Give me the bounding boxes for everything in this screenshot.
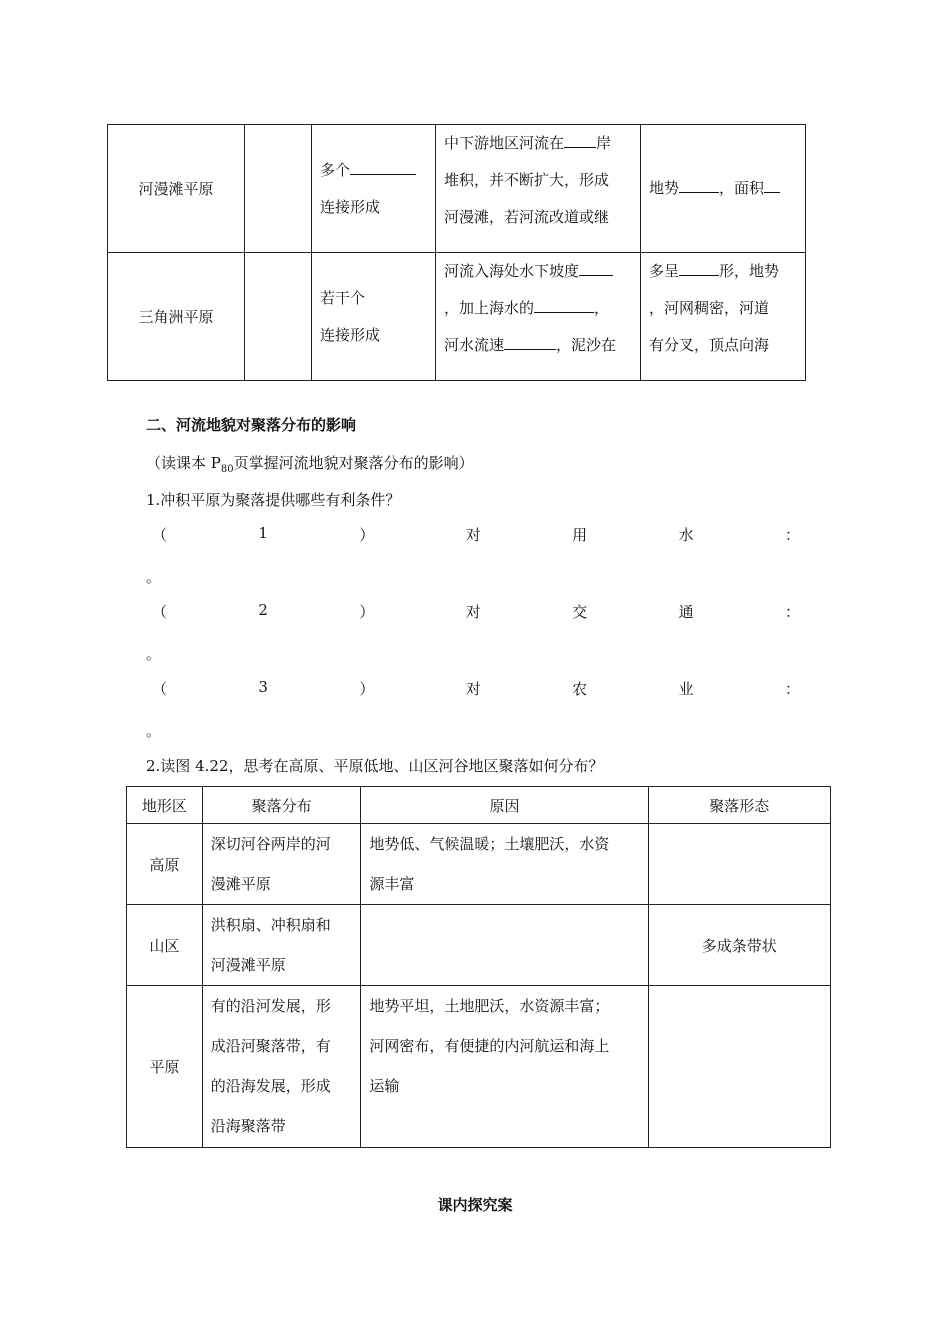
- table-row: [108, 253, 806, 381]
- fill-blank[interactable]: [504, 334, 556, 350]
- table-cell-empty: [245, 125, 312, 253]
- region-cell: 平原: [127, 986, 203, 1148]
- table-row: [127, 824, 831, 905]
- fill-blank[interactable]: [679, 177, 719, 193]
- table-header-row: [127, 787, 831, 824]
- column-header: 原因: [361, 787, 648, 824]
- reason-cell: 地势低、气候温暖；土壤肥沃，水资 源丰富: [361, 824, 648, 905]
- fill-blank[interactable]: [764, 177, 780, 193]
- answer-end-mark: 。: [146, 722, 162, 740]
- column-header: 聚落形态: [648, 787, 830, 824]
- table-cell-process: 河流入海处水下坡度 ，加上海水的 ， 河水流速 ，泥沙在: [436, 253, 641, 381]
- table-cell-formation: 多个 连接形成: [312, 125, 436, 253]
- landform-table: [107, 124, 806, 381]
- reason-cell: [361, 905, 648, 986]
- answer-end-mark: 。: [146, 645, 162, 663]
- table-cell-name: 河漫滩平原: [108, 125, 245, 253]
- table-row: [127, 905, 831, 986]
- distribution-cell: 洪积扇、冲积扇和 河漫滩平原: [202, 905, 361, 986]
- reading-note: （读课本 $P_{80}$页掌握河流地貌对聚落分布的影响）: [146, 454, 474, 475]
- distribution-cell: 深切河谷两岸的河 漫滩平原: [202, 824, 361, 905]
- fill-blank[interactable]: [579, 260, 613, 276]
- table-cell-name: 三角洲平原: [108, 253, 245, 381]
- fill-blank[interactable]: [534, 297, 594, 313]
- table-row: [127, 986, 831, 1148]
- column-header: 地形区: [127, 787, 203, 824]
- table-cell-feature: 地势 ，面积: [641, 125, 806, 253]
- table-cell-feature: 多呈 形，地势 ，河网稠密，河道 有分叉，顶点向海: [641, 253, 806, 381]
- region-cell: 高原: [127, 824, 203, 905]
- form-cell: 多成条带状: [648, 905, 830, 986]
- fill-blank[interactable]: [679, 260, 719, 276]
- form-cell: [648, 824, 830, 905]
- settlement-table: [126, 786, 831, 1148]
- fill-blank[interactable]: [564, 132, 596, 148]
- answer-line-water: （ 1 ） 对 用 水 ：: [152, 524, 800, 544]
- table-row: [108, 125, 806, 253]
- table-cell-process: 中下游地区河流在 岸 堆积，并不断扩大，形成 河漫滩，若河流改道或继: [436, 125, 641, 253]
- table-cell-formation: 若干个 连接形成: [312, 253, 436, 381]
- answer-line-transport: （ 2 ） 对 交 通 ：: [152, 601, 800, 621]
- section-heading: 二、河流地貌对聚落分布的影响: [146, 416, 357, 434]
- region-cell: 山区: [127, 905, 203, 986]
- form-cell: [648, 986, 830, 1148]
- question-1: 1.冲积平原为聚落提供哪些有利条件？: [146, 491, 401, 509]
- distribution-cell: 有的沿河发展，形 成沿河聚落带，有 的沿海发展，形成 沿海聚落带: [202, 986, 361, 1148]
- footer-title: 课内探究案: [437, 1196, 513, 1214]
- table-cell-empty: [245, 253, 312, 381]
- answer-end-mark: 。: [146, 568, 162, 586]
- reason-cell: 地势平坦，土地肥沃，水资源丰富； 河网密布，有便捷的内河航运和海上 运输: [361, 986, 648, 1148]
- answer-line-agriculture: （ 3 ） 对 农 业 ：: [152, 678, 800, 698]
- fill-blank[interactable]: [350, 159, 416, 175]
- question-2: 2.读图 4.22，思考在高原、平原低地、山区河谷地区聚落如何分布？: [146, 757, 604, 775]
- column-header: 聚落分布: [202, 787, 361, 824]
